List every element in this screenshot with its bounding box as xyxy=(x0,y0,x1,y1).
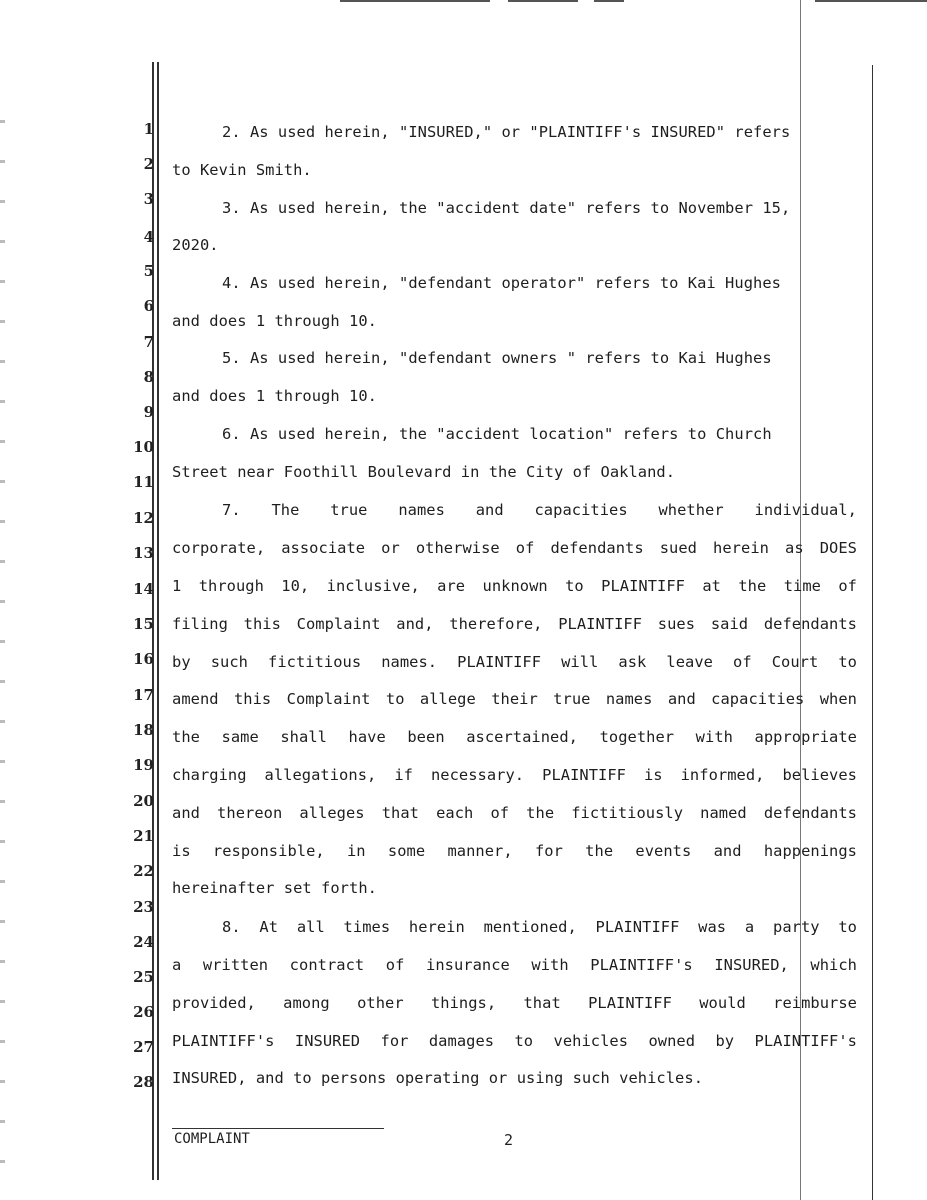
paragraph-line: charging allegations, if necessary. PLAINTIFF is informed, believes xyxy=(172,766,857,784)
line-number: 10 xyxy=(133,438,154,456)
paragraph-line: by such fictitious names. PLAINTIFF will ask leave of Court to xyxy=(172,653,857,671)
paragraph-line: 8. At all times herein mentioned, PLAINTIFF was a party to xyxy=(222,918,857,936)
paragraph-line: PLAINTIFF's INSURED for damages to vehicles owned by PLAINTIFF's xyxy=(172,1032,857,1050)
paragraph-line: a written contract of insurance with PLAINTIFF's INSURED, which xyxy=(172,956,857,974)
scan-edge-top-2 xyxy=(508,0,578,2)
line-number: 27 xyxy=(133,1038,154,1056)
line-number: 5 xyxy=(143,262,154,280)
line-number: 7 xyxy=(143,333,154,351)
scan-edge-top-3 xyxy=(594,0,624,2)
line-number: 8 xyxy=(143,368,154,386)
line-number: 15 xyxy=(133,615,154,633)
page-number: 2 xyxy=(504,1131,514,1149)
paragraph-line: and does 1 through 10. xyxy=(172,312,377,330)
line-number: 9 xyxy=(143,403,154,421)
paragraph-line: Street near Foothill Boulevard in the City of Oakland. xyxy=(172,463,676,481)
line-number: 4 xyxy=(143,228,154,246)
line-number: 26 xyxy=(133,1003,154,1021)
paragraph-line: 1 through 10, inclusive, are unknown to PLAINTIFF at the time of xyxy=(172,577,857,595)
line-number: 6 xyxy=(143,297,154,315)
right-margin-rule xyxy=(872,65,873,1200)
line-number: 1 xyxy=(143,120,154,138)
paragraph-line: 6. As used herein, the "accident location" refers to Church xyxy=(222,425,772,443)
line-number: 14 xyxy=(133,580,154,598)
paragraph-line: amend this Complaint to allege their true names and capacities when xyxy=(172,690,857,708)
left-margin-rule-inner xyxy=(157,62,159,1180)
line-number: 24 xyxy=(133,933,154,951)
paragraph-line: hereinafter set forth. xyxy=(172,879,377,897)
paragraph-line: the same shall have been ascertained, together with appropriate xyxy=(172,728,857,746)
line-number: 11 xyxy=(133,473,154,491)
paragraph-line: 2. As used herein, "INSURED," or "PLAINTIFF's INSURED" refers xyxy=(222,123,791,141)
line-number: 18 xyxy=(133,721,154,739)
paragraph-line: 2020. xyxy=(172,236,219,254)
line-number: 22 xyxy=(133,862,154,880)
paragraph-line: and thereon alleges that each of the fictitiously named defendants xyxy=(172,804,857,822)
line-number: 12 xyxy=(133,509,154,527)
paragraph-line: and does 1 through 10. xyxy=(172,387,377,405)
scan-fold-line xyxy=(800,0,801,1200)
paragraph-line: 3. As used herein, the "accident date" refers to November 15, xyxy=(222,199,791,217)
scan-edge-top-4 xyxy=(815,0,927,2)
line-number: 2 xyxy=(143,155,154,173)
line-number: 28 xyxy=(133,1073,154,1091)
paragraph-line: 4. As used herein, "defendant operator" refers to Kai Hughes xyxy=(222,274,781,292)
line-number: 3 xyxy=(143,190,154,208)
scan-edge-left xyxy=(0,120,5,1170)
paragraph-line: corporate, associate or otherwise of defendants sued herein as DOES xyxy=(172,539,857,557)
paragraph-line: 5. As used herein, "defendant owners " refers to Kai Hughes xyxy=(222,349,772,367)
scan-edge-top-1 xyxy=(340,0,490,2)
line-number: 13 xyxy=(133,544,154,562)
paragraph-line: to Kevin Smith. xyxy=(172,161,312,179)
line-number: 25 xyxy=(133,968,154,986)
line-number: 21 xyxy=(133,827,154,845)
paragraph-line: INSURED, and to persons operating or using such vehicles. xyxy=(172,1069,704,1087)
line-number: 23 xyxy=(133,898,154,916)
footer-document-title: COMPLAINT xyxy=(174,1131,250,1147)
paragraph-line: provided, among other things, that PLAINTIFF would reimburse xyxy=(172,994,857,1012)
footer-rule xyxy=(172,1128,384,1129)
paragraph-line: is responsible, in some manner, for the events and happenings xyxy=(172,842,857,860)
paragraph-line: filing this Complaint and, therefore, PLAINTIFF sues said defendants xyxy=(172,615,857,633)
line-number: 16 xyxy=(133,650,154,668)
line-number: 17 xyxy=(133,686,154,704)
paragraph-line: 7. The true names and capacities whether individual, xyxy=(222,501,857,519)
line-number: 19 xyxy=(133,756,154,774)
line-number: 20 xyxy=(133,792,154,810)
